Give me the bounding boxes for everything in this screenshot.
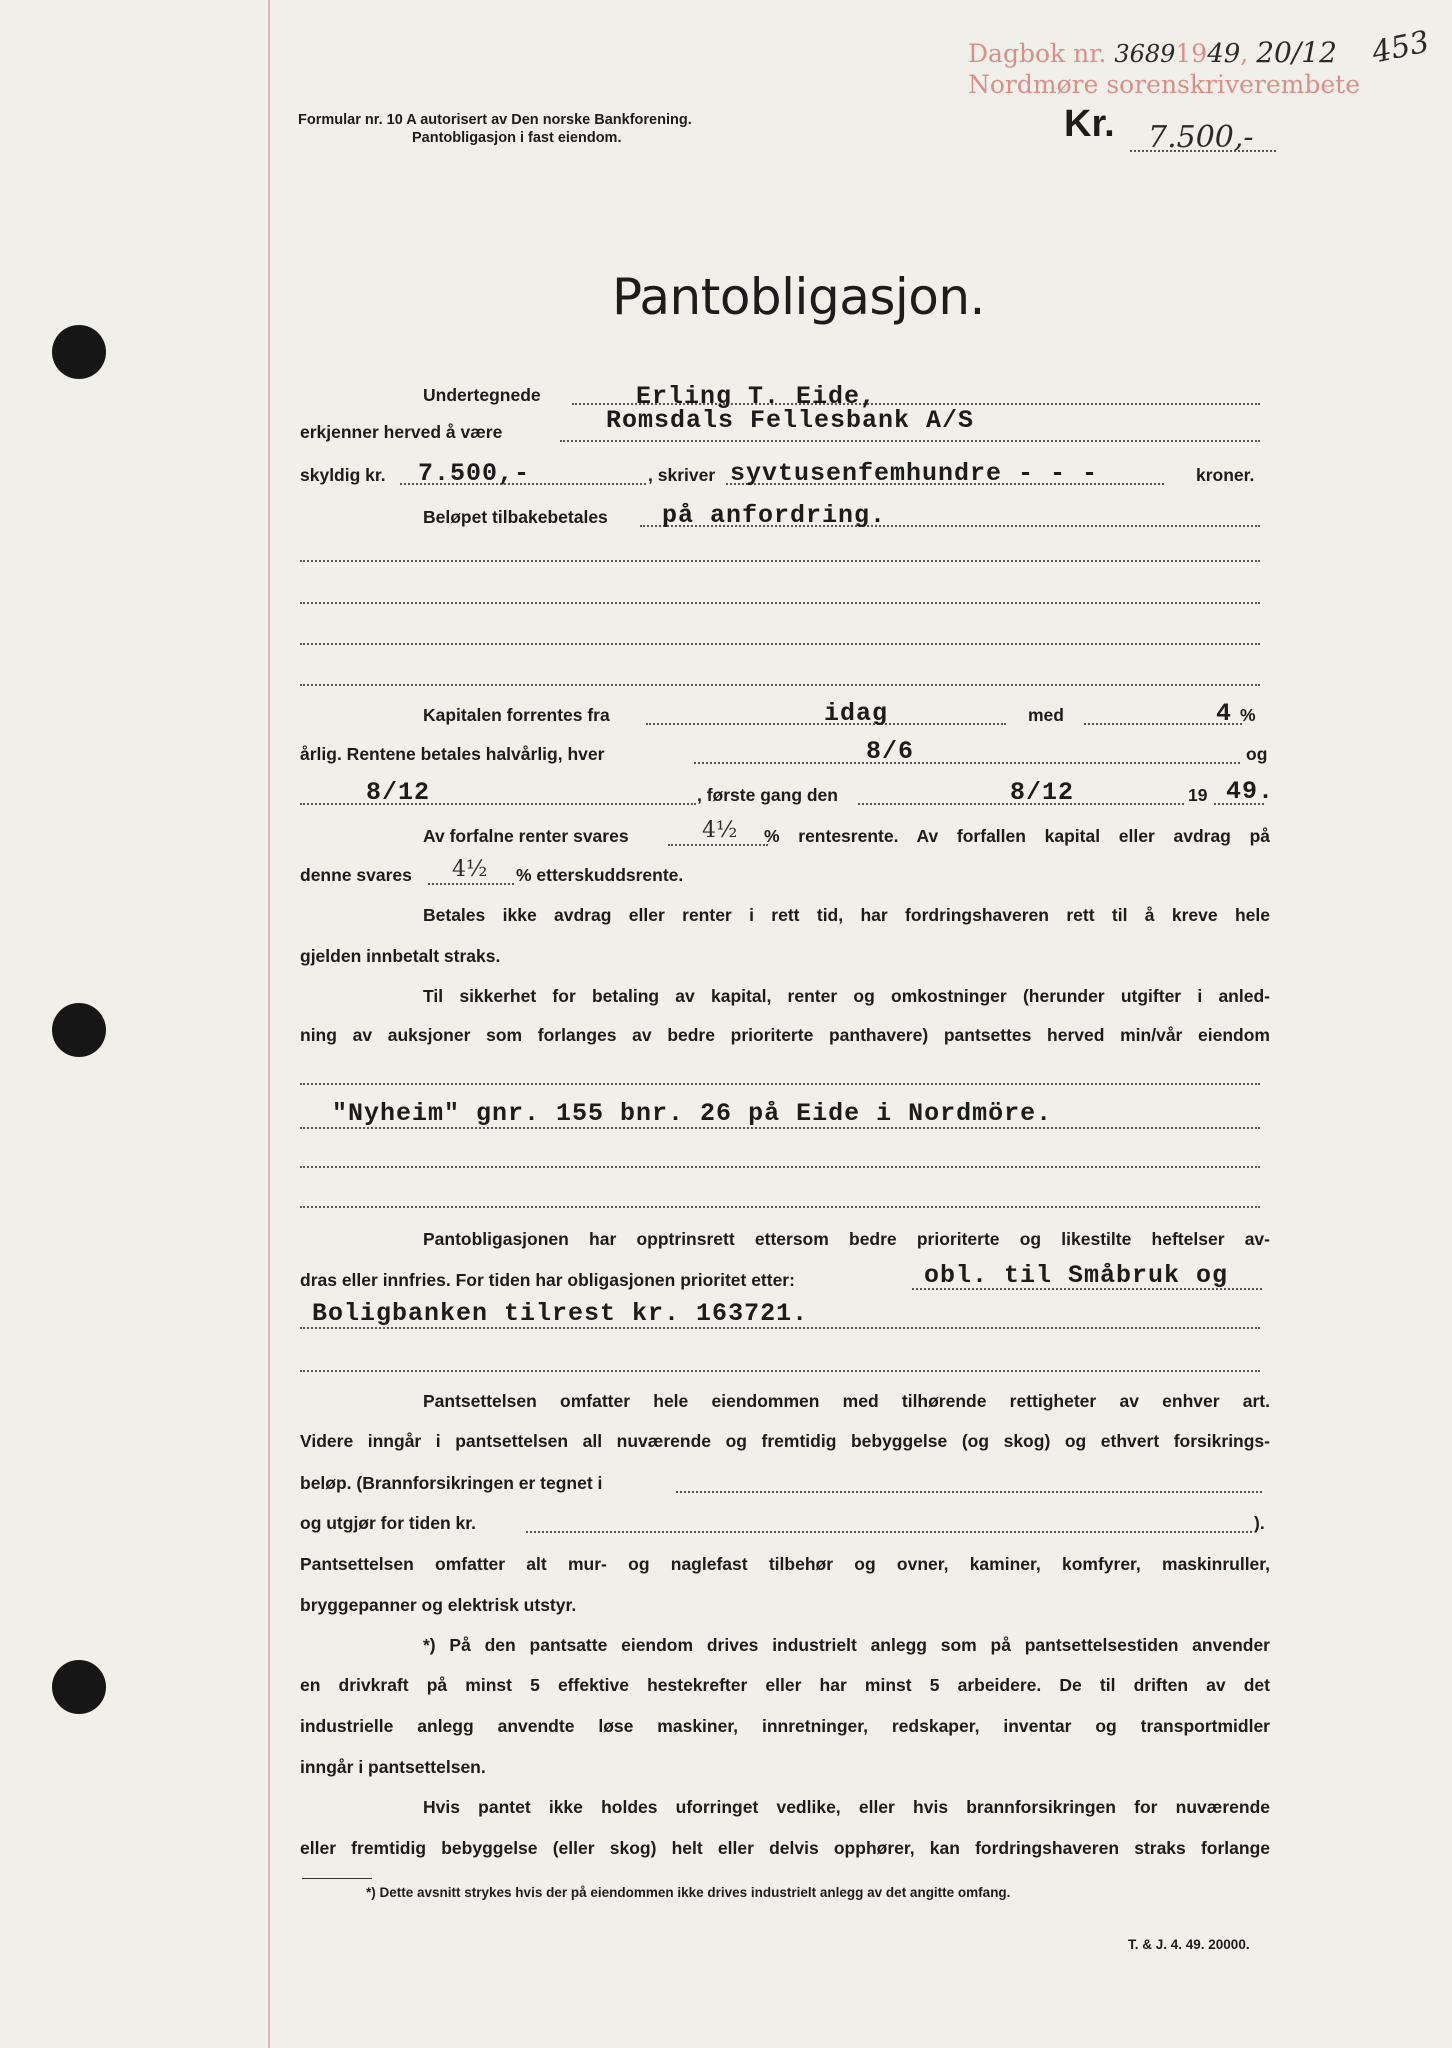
med-label: med	[1028, 705, 1064, 725]
blank-line	[300, 1083, 1260, 1085]
betales-line-1: Betales ikke avdrag eller renter i rett tid, har fordringshaveren rett til å kreve hele	[423, 905, 1270, 925]
forrentes-label: Kapitalen forrentes fra	[423, 705, 610, 725]
stamp-year: 49	[1207, 39, 1241, 69]
amount-header-label: Kr.	[1064, 103, 1115, 145]
amount-header-value: 7.500,-	[1148, 120, 1254, 155]
industri-line-3: industrielle anlegg anvendte løse maskiner, innretninger, redskaper, inventar og transportmidler	[300, 1716, 1270, 1736]
belopet-value: på anfordring.	[662, 501, 887, 530]
erkjenner-value: Romsdals Fellesbank A/S	[606, 406, 975, 435]
erkjenner-label: erkjenner herved å være	[300, 422, 503, 442]
rate-value: 4	[1216, 699, 1233, 728]
omfatter-line-4-end: ).	[1254, 1513, 1265, 1533]
etterskudd-line	[428, 883, 514, 885]
undertegnede-value: Erling T. Eide,	[636, 382, 877, 411]
sikkerhet-line-2: ning av auksjoner som forlanges av bedre prioriterte panthavere) pantsettes herved min/vår eiendom	[300, 1025, 1270, 1045]
stamp-entry-number: 3689	[1114, 40, 1176, 68]
blank-line	[300, 643, 1260, 645]
forste-label: , første gang den	[697, 785, 838, 805]
stamp-office: Nordmøre sorenskriverembete	[968, 70, 1360, 99]
blank-line	[300, 1166, 1260, 1168]
omfatter-line-5: Pantsettelsen omfatter alt mur- og naglefast tilbehør og ovner, kaminer, komfyrer, maskinruller,	[300, 1554, 1270, 1574]
brannforsikring-line	[676, 1491, 1262, 1493]
undertegnede-label: Undertegnede	[423, 385, 541, 405]
arlig-line	[694, 762, 1240, 764]
omfatter-line-2: Videre inngår i pantsettelsen all nuværende og fremtidig bebyggelse (og skog) og ethvert forsikrings-	[300, 1431, 1270, 1451]
industri-line-1: *) På den pantsatte eiendom drives industrielt anlegg som på pantsettelsestiden anvender	[423, 1635, 1270, 1655]
omfatter-line-3: beløp. (Brannforsikringen er tegnet i	[300, 1473, 603, 1493]
av-forfalne-label: Av forfalne renter svares	[423, 826, 629, 846]
blank-line	[300, 1370, 1260, 1372]
betales-line-2: gjelden innbetalt straks.	[300, 946, 501, 966]
belopet-label: Beløpet tilbakebetales	[423, 507, 608, 527]
property-value: "Nyheim" gnr. 155 bnr. 26 på Eide i Nordmöre.	[332, 1099, 1053, 1128]
omfatter-line-6: bryggepanner og elektrisk utstyr.	[300, 1595, 577, 1615]
blank-line	[300, 684, 1260, 686]
stamp-year-prefix: 19	[1175, 39, 1208, 68]
industri-line-4: inngår i pantsettelsen.	[300, 1757, 486, 1777]
first-payment-date-value: 8/12	[1010, 778, 1075, 807]
blank-line	[300, 602, 1260, 604]
skriver-value: syvtusenfemhundre - - -	[730, 459, 1099, 488]
kroner-label: kroner.	[1196, 465, 1255, 485]
form-header-line1: Formular nr. 10 A autorisert av Den norske Bankforening.	[298, 112, 692, 128]
punch-hole	[52, 1660, 106, 1714]
form-header-line2: Pantobligasjon i fast eiendom.	[412, 130, 622, 146]
forrentes-value: idag	[824, 699, 889, 728]
year-prefix: 19	[1188, 785, 1208, 805]
registration-stamp: Dagbok nr. 36891949, 20/12	[968, 36, 1337, 69]
stamp-date: 20/12	[1256, 36, 1337, 69]
arlig-label: årlig. Rentene betales halvårlig, hver	[300, 744, 605, 764]
rentesrente-line	[668, 844, 768, 846]
industri-line-2: en drivkraft på minst 5 effektive hestekrefter eller har minst 5 arbeidere. De til driften av det	[300, 1675, 1270, 1695]
opptrinn-line-1: Pantobligasjonen har opptrinsrett ettersom bedre prioriterte og likestilte heftelser av-	[423, 1229, 1270, 1249]
prioritet-value-1: obl. til Småbruk og	[924, 1261, 1229, 1290]
first-payment-year-value: 49.	[1226, 777, 1275, 806]
denne-label: denne svares	[300, 865, 412, 885]
erkjenner-line	[560, 440, 1260, 442]
omfatter-line-1: Pantsettelsen omfatter hele eiendommen med tilhørende rettigheter av enhver art.	[423, 1391, 1270, 1411]
second-date-value: 8/12	[366, 778, 431, 807]
prioritet-value-2: Boligbanken tilrest kr. 163721.	[312, 1299, 809, 1328]
sikkerhet-line-1: Til sikkerhet for betaling av kapital, renter og omkostninger (herunder utgifter i anled-	[423, 986, 1270, 1006]
blank-line	[300, 560, 1260, 562]
rentesrente-value: 4½	[702, 818, 738, 843]
etterskudd-label: % etterskuddsrente.	[516, 865, 684, 885]
og-label: og	[1246, 744, 1268, 764]
footnote: *) Dette avsnitt strykes hvis der på eiendommen ikke drives industrielt anlegg av det angitte omfang.	[366, 1885, 1011, 1900]
opptrinn-line-2: dras eller innfries. For tiden har obligasjonen prioritet etter:	[300, 1270, 795, 1290]
rentesrente-label: % rentesrente. Av forfallen kapital eller avdrag på	[764, 826, 1270, 846]
second-date-line	[300, 803, 696, 805]
skyldig-value: 7.500,-	[418, 459, 531, 488]
skriver-label: , skriver	[648, 465, 716, 485]
punch-hole	[52, 325, 106, 379]
page-number: 453	[1368, 24, 1433, 71]
omfatter-line-4: og utgjør for tiden kr.	[300, 1513, 476, 1533]
footnote-rule	[302, 1878, 372, 1879]
vedlike-line-1: Hvis pantet ikke holdes uforringet vedlike, eller hvis brannforsikringen for nuværende	[423, 1797, 1270, 1817]
stamp-label: Dagbok nr.	[968, 39, 1107, 68]
margin-line	[268, 0, 270, 2048]
percent-sign: %	[1240, 705, 1256, 725]
punch-hole	[52, 1003, 106, 1057]
utgjor-line	[526, 1531, 1252, 1533]
first-date-value: 8/6	[866, 737, 915, 766]
printer-mark: T. & J. 4. 49. 20000.	[1128, 1937, 1250, 1952]
vedlike-line-2: eller fremtidig bebyggelse (eller skog) helt eller delvis opphører, kan fordringshaveren straks forlange	[300, 1838, 1270, 1858]
etterskudd-value: 4½	[452, 857, 488, 882]
document-title: Pantobligasjon.	[612, 268, 985, 326]
blank-line	[300, 1206, 1260, 1208]
skyldig-label: skyldig kr.	[300, 465, 386, 485]
